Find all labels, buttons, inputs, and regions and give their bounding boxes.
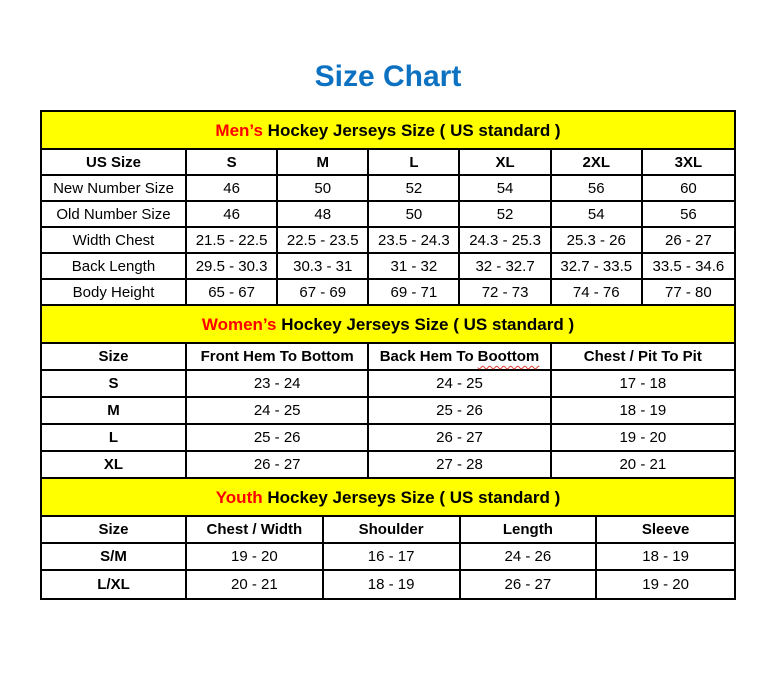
size-chart — [40, 110, 736, 600]
back-hem-misspelled-word: Boottom — [477, 348, 540, 365]
youth-column-header: Length — [461, 517, 598, 544]
womens-column-header: Chest / Pit To Pit — [552, 344, 734, 371]
mens-section — [42, 112, 734, 306]
value-cell: 25.3 - 26 — [552, 228, 643, 254]
value-cell: 24.3 - 25.3 — [460, 228, 551, 254]
value-cell: 19 - 20 — [642, 576, 689, 593]
value-cell: 32.7 - 33.5 — [552, 254, 643, 280]
row-label: S/M — [42, 544, 187, 571]
table-row — [42, 452, 734, 479]
youth-section — [42, 479, 734, 598]
table-row — [42, 280, 734, 306]
value-cell: 67 - 69 — [278, 280, 369, 306]
value-cell: 19 - 20 — [187, 544, 324, 571]
value-cell: 54 — [460, 176, 551, 202]
value-cell: 18 - 19 — [324, 571, 461, 598]
value-cell: 21.5 - 22.5 — [187, 228, 278, 254]
row-label: Old Number Size — [42, 202, 187, 228]
row-label: L — [42, 425, 187, 452]
value-cell: 69 - 71 — [369, 280, 460, 306]
row-label: Body Height — [42, 280, 187, 306]
value-cell: 20 - 21 — [552, 452, 734, 479]
value-cell: 46 — [187, 176, 278, 202]
mens-table-body — [42, 176, 734, 306]
value-cell: 24 - 25 — [369, 371, 551, 398]
value-cell: 18 - 19 — [552, 398, 734, 425]
table-row — [42, 254, 734, 280]
youth-column-header: Sleeve — [597, 517, 734, 544]
womens-banner — [42, 306, 734, 344]
mens-banner-highlight: Men’s — [215, 121, 263, 140]
row-label: L/XL — [42, 571, 187, 598]
back-hem-label: Back Hem To — [379, 348, 474, 365]
womens-column-header: Front Hem To Bottom — [187, 344, 369, 371]
row-label: Back Length — [42, 254, 187, 280]
value-cell: 23.5 - 24.3 — [369, 228, 460, 254]
value-cell: 33.5 - 34.6 — [643, 254, 734, 280]
value-cell: 25 - 26 — [369, 398, 551, 425]
womens-banner-rest: Hockey Jerseys Size ( US standard ) — [276, 315, 575, 334]
value-cell: 26 - 27 — [461, 571, 598, 598]
mens-column-header: US Size — [42, 150, 187, 176]
value-cell: 16 - 17 — [324, 544, 461, 571]
value-cell: 26 - 27 — [369, 425, 551, 452]
mens-banner — [42, 112, 734, 150]
value-cell: 32 - 32.7 — [460, 254, 551, 280]
womens-column-header: Size — [42, 344, 187, 371]
value-cell: 24 - 25 — [187, 398, 369, 425]
value-cell: 60 — [643, 176, 734, 202]
table-row — [42, 398, 734, 425]
value-cell: 17 - 18 — [552, 371, 734, 398]
value-cell: 56 — [643, 202, 734, 228]
value-cell: 22.5 - 23.5 — [278, 228, 369, 254]
youth-table-body — [42, 544, 734, 598]
youth-banner-highlight: Youth — [215, 488, 263, 507]
womens-banner-highlight: Women’s — [201, 315, 277, 334]
value-cell: 20 - 21 — [187, 571, 324, 598]
youth-header-row — [42, 517, 734, 544]
table-row — [42, 425, 734, 452]
value-cell: 74 - 76 — [552, 280, 643, 306]
mens-banner-rest: Hockey Jerseys Size ( US standard ) — [262, 121, 561, 140]
youth-column-header: Shoulder — [324, 517, 461, 544]
value-cell: 52 — [369, 176, 460, 202]
youth-banner — [42, 479, 734, 517]
mens-column-header: XL — [460, 150, 551, 176]
value-cell: 30.3 - 31 — [278, 254, 369, 280]
value-cell: 46 — [187, 202, 278, 228]
womens-table-body — [42, 371, 734, 479]
table-row — [42, 544, 734, 571]
womens-column-header — [369, 344, 551, 371]
value-cell: 77 - 80 — [643, 280, 734, 306]
value-cell: 26 - 27 — [643, 228, 734, 254]
value-cell: 31 - 32 — [369, 254, 460, 280]
row-label: New Number Size — [42, 176, 187, 202]
value-cell: 24 - 26 — [461, 544, 598, 571]
table-row — [42, 176, 734, 202]
value-cell: 48 — [278, 202, 369, 228]
womens-header-row — [42, 344, 734, 371]
value-cell: 27 - 28 — [369, 452, 551, 479]
value-cell: 29.5 - 30.3 — [187, 254, 278, 280]
value-cell: 25 - 26 — [187, 425, 369, 452]
youth-column-header: Size — [42, 517, 187, 544]
table-row — [42, 571, 734, 598]
page-title: Size Chart — [314, 60, 462, 93]
value-cell: 52 — [460, 202, 551, 228]
value-cell: 18 - 19 — [597, 544, 734, 571]
youth-column-header: Chest / Width — [187, 517, 324, 544]
value-cell: 56 — [552, 176, 643, 202]
mens-column-header: S — [187, 150, 278, 176]
value-cell: 19 - 20 — [552, 425, 734, 452]
row-label: Width Chest — [42, 228, 187, 254]
mens-column-header: 2XL — [552, 150, 643, 176]
row-label: S — [42, 371, 187, 398]
mens-column-header: M — [278, 150, 369, 176]
value-cell: 54 — [552, 202, 643, 228]
value-cell: 50 — [278, 176, 369, 202]
womens-section — [42, 306, 734, 479]
mens-column-header: 3XL — [643, 150, 734, 176]
value-cell: 26 - 27 — [187, 452, 369, 479]
row-label: XL — [42, 452, 187, 479]
youth-banner-rest: Hockey Jerseys Size ( US standard ) — [262, 488, 561, 507]
value-cell: 50 — [369, 202, 460, 228]
table-row — [42, 202, 734, 228]
value-cell: 23 - 24 — [187, 371, 369, 398]
table-row — [42, 371, 734, 398]
table-row — [42, 228, 734, 254]
value-cell: 72 - 73 — [460, 280, 551, 306]
row-label: M — [42, 398, 187, 425]
mens-column-header: L — [369, 150, 460, 176]
value-cell: 65 - 67 — [187, 280, 278, 306]
mens-header-row — [42, 150, 734, 176]
